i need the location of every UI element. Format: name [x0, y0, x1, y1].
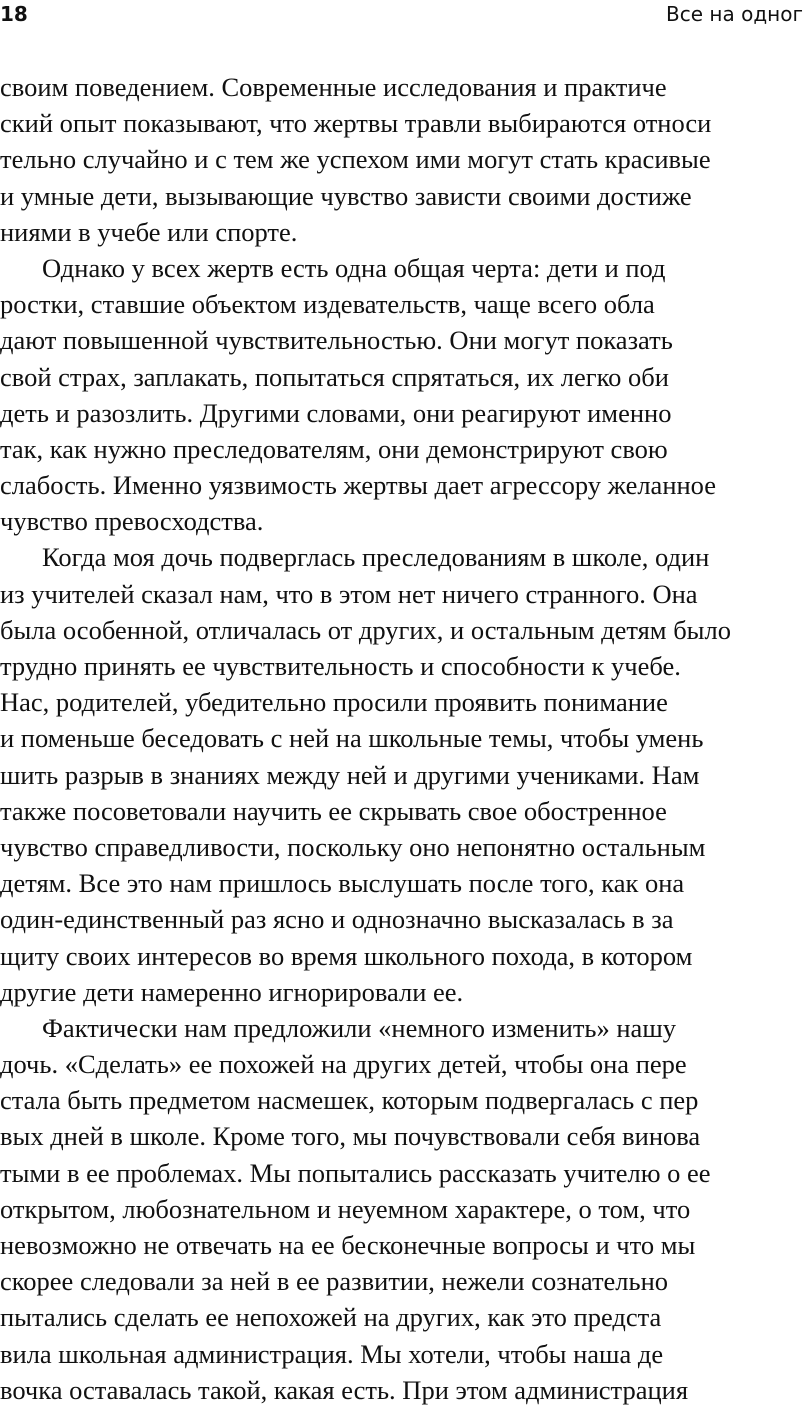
- text-line: своим поведением. Современные исследования и практиче: [0, 72, 667, 102]
- text-line: тыми в ее проблемах. Мы попытались рассказать учителю о ее: [0, 1157, 711, 1188]
- text-line: ский опыт показывают, что жертвы травли выбираются относи: [0, 108, 712, 139]
- body-text: [0, 69, 803, 1407]
- text-line: и умные дети, вызывающие чувство зависти своими достиже: [0, 180, 692, 211]
- text-line: и поменьше беседовать с ней на школьные темы, чтобы умень: [0, 723, 704, 754]
- text-line: ниями в учебе или спорте.: [0, 216, 298, 247]
- page-header: [0, 0, 803, 40]
- text-line: другие дети намеренно игнорировали ее.: [0, 976, 464, 1007]
- text-line: чувство справедливости, поскольку оно непонятно остальным: [0, 831, 706, 862]
- text-line: Однако у всех жертв есть одна общая черта: дети и под: [42, 252, 666, 283]
- text-line: Фактически нам предложили «немного изменить» нашу: [42, 1012, 676, 1043]
- text-line: трудно принять ее чувствительность и способности к учебе.: [0, 651, 681, 681]
- text-line: свой страх, заплакать, попытаться спрятаться, их легко оби: [0, 361, 669, 392]
- running-title: Все на одног: [666, 2, 803, 26]
- text-line: Когда моя дочь подверглась преследованиям в школе, один: [42, 542, 710, 573]
- text-line: скорее следовали за ней в ее развитии, нежели сознательно: [0, 1266, 669, 1297]
- text-line: так, как нужно преследователям, они демонстрируют свою: [0, 433, 668, 464]
- text-line: вила школьная администрация. Мы хотели, чтобы наша де: [0, 1338, 664, 1369]
- text-line: из учителей сказал нам, что в этом нет ничего странного. Она: [0, 578, 698, 609]
- text-line: щиту своих интересов во время школьного похода, в котором: [0, 940, 693, 971]
- text-line: тельно случайно и с тем же успехом ими могут стать красивые: [0, 144, 711, 175]
- text-line: вочка оставалась такой, какая есть. При этом администрация: [0, 1374, 689, 1405]
- text-line: чувство превосходства.: [0, 506, 264, 537]
- text-line: невозможно не отвечать на ее бесконечные вопросы и что мы: [0, 1230, 696, 1260]
- text-line: также посоветовали научить ее скрывать свое обостренное: [0, 795, 667, 826]
- text-line: была особенной, отличалась от других, и остальным детям было: [0, 614, 731, 645]
- text-line: детям. Все это нам пришлось выслушать после того, как она: [0, 868, 685, 899]
- text-line: дают повышенной чувствительностью. Они могут показать: [0, 325, 673, 356]
- text-line: Нас, родителей, убедительно просили проявить понимание: [0, 687, 668, 718]
- text-line: шить разрыв в знаниях между ней и другими учениками. Нам: [0, 759, 700, 790]
- text-line: деть и разозлить. Другими словами, они реагируют именно: [0, 397, 672, 428]
- text-line: открытом, любознательном и неуемном характере, о том, что: [0, 1193, 691, 1224]
- text-line: вых дней в школе. Кроме того, мы почувствовали себя винова: [0, 1121, 701, 1152]
- text-line: дочь. «Сделать» ее похожей на других детей, чтобы она пере: [0, 1049, 687, 1080]
- text-line: ростки, ставшие объектом издевательств, чаще всего обла: [0, 289, 655, 320]
- page-number: 18: [0, 2, 28, 26]
- text-line: стала быть предметом насмешек, которым подвергалась с пер: [0, 1085, 699, 1116]
- text-line: один-единственный раз ясно и однозначно высказалась в за: [0, 904, 674, 935]
- text-line: пытались сделать ее непохожей на других, как это предста: [0, 1302, 662, 1333]
- text-line: слабость. Именно уязвимость жертвы дает агрессору желанное: [0, 470, 717, 501]
